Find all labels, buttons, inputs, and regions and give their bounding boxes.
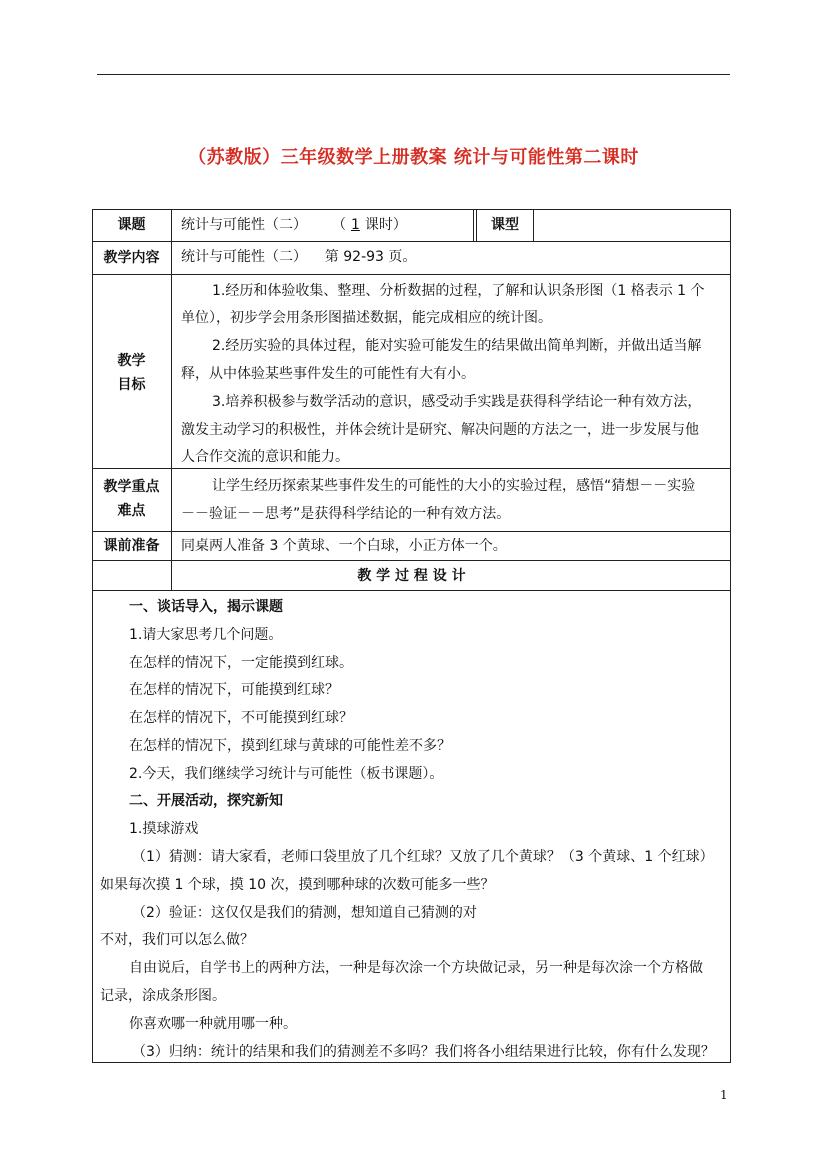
goal-line: 激发主动学习的积极性，并体会统计是研究、解决问题的方法之一，进一步发展与他 [181, 422, 699, 438]
row-divider [92, 274, 731, 275]
process-line: 自由说后，自学书上的两种方法，一种是每次涂一个方块做记录，另一种是每次涂一个方格做 [129, 960, 703, 976]
type-label: 课型 [491, 217, 519, 233]
topic-label: 课题 [117, 217, 146, 233]
process-line: （2）验证：这仅仅是我们的猜测，想知道自己猜测的对 [132, 905, 477, 921]
table-border-top [92, 209, 731, 210]
process-line: 在怎样的情况下，摸到红球与黄球的可能性差不多？ [129, 738, 451, 754]
process-line: 记录，涂成条形图。 [100, 988, 226, 1004]
content-value: 统计与可能性（二） 第 92-93 页。 [181, 249, 417, 265]
topic-hours-number: 1 [351, 217, 360, 233]
table-border-left [92, 209, 93, 1063]
goal-line: 1.经历和体验收集、整理、分析数据的过程，了解和认识条形图（1 格表示 1 个 [212, 283, 705, 299]
process-heading: 一、谈话导入，揭示课题 [129, 599, 283, 615]
row-divider [92, 241, 731, 242]
goal-label-line-2: 目标 [117, 377, 146, 393]
topic-hours-open: （ [332, 217, 346, 233]
header-rule [97, 74, 730, 75]
process-line: 在怎样的情况下，不可能摸到红球？ [129, 710, 353, 726]
goal-line: 3.培养积极参与数学活动的意识，感受动手实践是获得科学结论一种有效方法， [212, 394, 702, 410]
process-line: 不对，我们可以怎么做？ [100, 932, 254, 948]
content-label: 教学内容 [103, 250, 160, 266]
type-column-divider [473, 209, 474, 241]
goal-label-line-1: 教学 [117, 353, 146, 369]
key-label [92, 475, 171, 523]
process-line: 1.请大家思考几个问题。 [129, 627, 283, 643]
process-line: （1）猜测：请大家看，老师口袋里放了几个红球？又放了几个黄球？（3 个黄球、1 个红球） [132, 849, 714, 865]
goal-line: 2.经历实验的具体过程，能对实验可能发生的结果做出简单判断，并做出适当解 [212, 338, 702, 354]
goal-line: 释，从中体验某些事件发生的可能性有大有小。 [181, 366, 475, 382]
key-label-line-1: 教学重点 [103, 479, 160, 495]
label-column-divider [171, 209, 172, 590]
key-line: －－验证－－思考”是获得科学结论的一种有效方法。 [181, 506, 511, 522]
process-line: 如果每次摸 1 个球，摸 10 次，摸到哪种球的次数可能多一些？ [100, 877, 495, 893]
process-line: 你喜欢哪一种就用哪一种。 [129, 1016, 297, 1032]
table-border-right [730, 209, 731, 1063]
table-border-bottom [92, 1062, 731, 1063]
topic-hours [332, 215, 407, 235]
row-divider [92, 560, 731, 561]
goal-line: 人合作交流的意识和能力。 [181, 449, 349, 465]
process-heading: 二、开展活动，探究新知 [129, 793, 283, 809]
prep-label: 课前准备 [103, 538, 160, 554]
topic-value: 统计与可能性（二） [181, 217, 307, 233]
document-title: （苏教版）三年级数学上册教案 统计与可能性第二课时 [188, 147, 639, 168]
row-divider [92, 590, 731, 591]
process-line: 1.摸球游戏 [129, 821, 199, 837]
key-label-line-2: 难点 [117, 503, 146, 519]
process-line: 在怎样的情况下，一定能摸到红球。 [129, 655, 353, 671]
goal-label [92, 349, 171, 397]
prep-value: 同桌两人准备 3 个黄球、一个白球，小正方体一个。 [181, 538, 507, 554]
process-line: （3）归纳：统计的结果和我们的猜测差不多吗？我们将各小组结果进行比较，你有什么发现？ [132, 1044, 715, 1060]
design-header: 教 学 过 程 设 计 [357, 568, 466, 584]
row-divider [92, 468, 731, 469]
row-divider [92, 531, 731, 532]
page-number: 1 [720, 1088, 728, 1102]
lesson-plan-table [92, 209, 731, 1063]
key-line: 让学生经历探索某些事件发生的可能性的大小的实验过程，感悟“猜想－－实验 [212, 478, 696, 494]
process-line: 在怎样的情况下，可能摸到红球？ [129, 682, 339, 698]
type-value-divider [533, 209, 534, 241]
process-line: 2.今天，我们继续学习统计与可能性（板书课题）。 [129, 766, 444, 782]
goal-line: 单位），初步学会用条形图描述数据，能完成相应的统计图。 [181, 310, 552, 326]
topic-hours-close: 课时） [364, 217, 407, 233]
